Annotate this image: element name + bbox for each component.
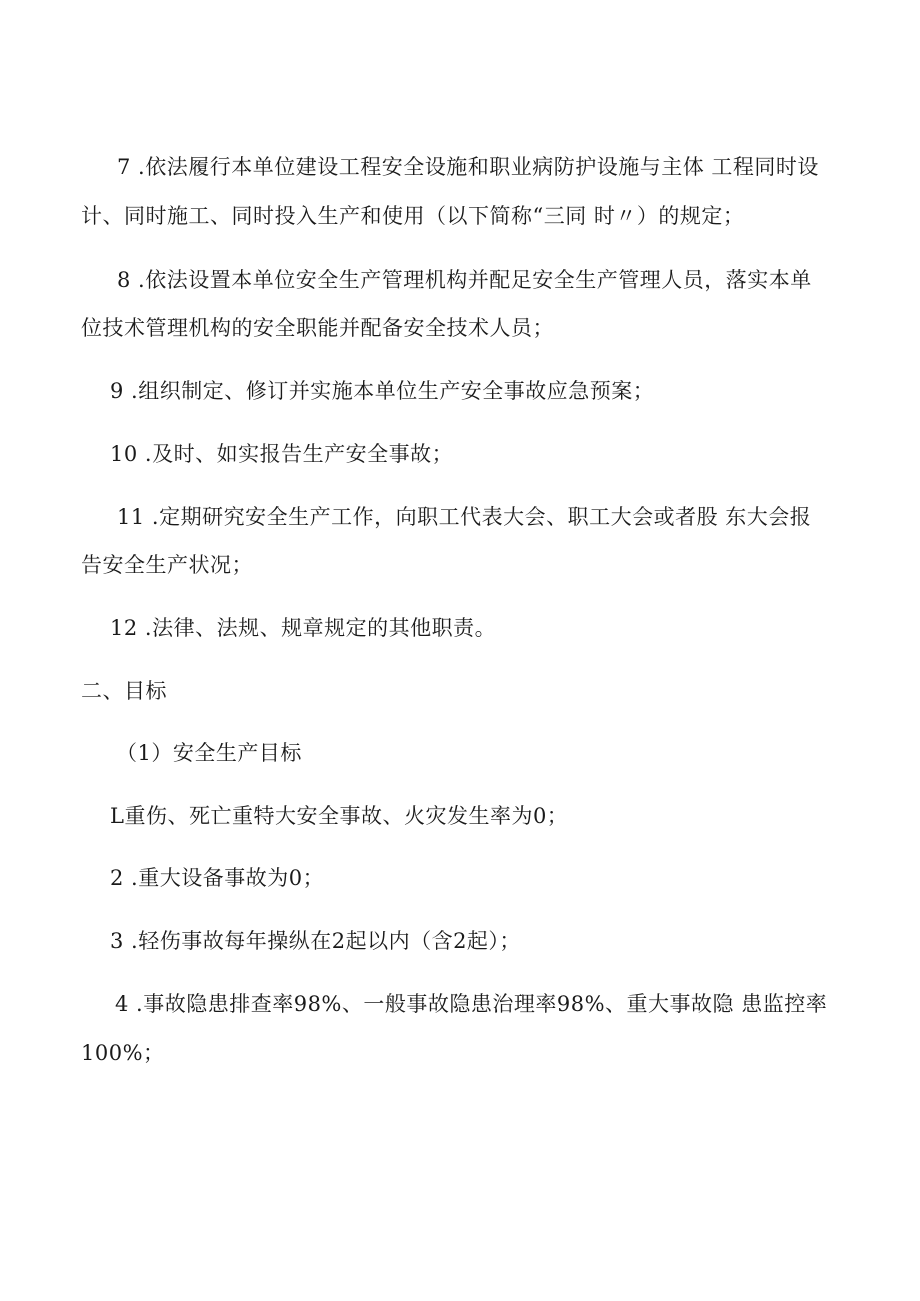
subsection-heading-safety-goals: （1）安全生产目标 bbox=[116, 741, 302, 765]
item-9: 9 .组织制定、修订并实施本单位生产安全事故应急预案； bbox=[110, 379, 655, 403]
item-11-line-1: 11 .定期研究安全生产工作，向职工代表大会、职工大会或者股 东大会报 bbox=[117, 505, 812, 529]
item-8-line-2: 位技术管理机构的安全职能并配备安全技术人员； bbox=[81, 316, 554, 340]
goal-4-line-2: 100%； bbox=[81, 1041, 165, 1065]
goal-1: L重伤、死亡重特大安全事故、火灾发生率为0； bbox=[110, 804, 569, 828]
goal-4-line-1: 4 .事故隐患排查率98%、一般事故隐患治理率98%、重大事故隐 患监控率 bbox=[115, 992, 828, 1016]
item-10: 10 .及时、如实报告生产安全事故； bbox=[110, 442, 454, 466]
item-8-line-1: 8 .依法设置本单位安全生产管理机构并配足安全生产管理人员，落实本单 bbox=[117, 268, 812, 292]
goal-2: 2 .重大设备事故为0； bbox=[110, 866, 325, 890]
item-7-line-2: 计、同时施工、同时投入生产和使用（以下简称“三同 时〃）的规定； bbox=[81, 204, 745, 228]
item-11-line-2: 告安全生产状况； bbox=[81, 553, 253, 577]
goal-3: 3 .轻伤事故每年操纵在2起以内（含2起）； bbox=[110, 929, 521, 953]
section-heading-goals: 二、目标 bbox=[81, 679, 167, 703]
item-12: 12 .法律、法规、规章规定的其他职责。 bbox=[110, 616, 497, 640]
item-7-line-1: 7 .依法履行本单位建设工程安全设施和职业病防护设施与主体 工程同时设 bbox=[117, 155, 819, 179]
